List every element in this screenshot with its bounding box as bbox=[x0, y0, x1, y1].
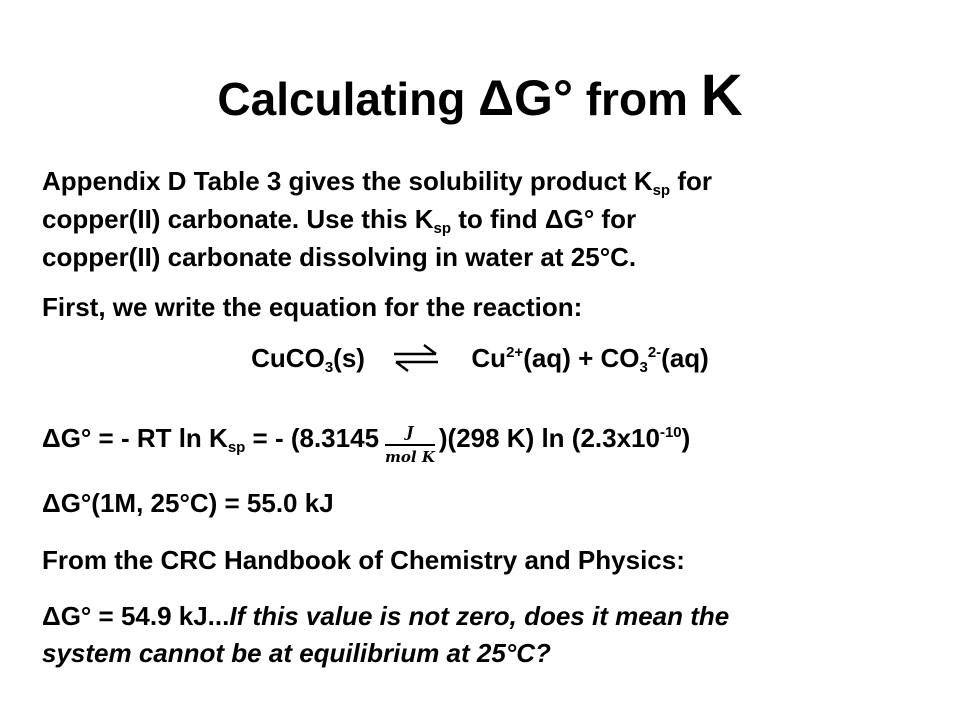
ksp-subscript: sp bbox=[652, 182, 671, 199]
final-question: If this value is not zero, does it mean the bbox=[229, 601, 730, 631]
fraction-denominator: mol K bbox=[385, 448, 435, 466]
fraction-numerator: J bbox=[385, 423, 435, 446]
slide-title bbox=[0, 63, 960, 129]
ksp-subscript: sp bbox=[433, 220, 452, 237]
delta-g-calculation bbox=[42, 421, 690, 467]
equilibrium-arrow-icon bbox=[390, 343, 442, 373]
intro-line-2 bbox=[42, 202, 636, 236]
subscript: 3 bbox=[324, 359, 334, 376]
intro-text: to find ΔG° for bbox=[451, 204, 637, 234]
intro-text: copper(II) carbonate. Use this K bbox=[42, 204, 434, 234]
product-cu: Cu bbox=[471, 343, 507, 373]
calc-text: = - (8.3145 bbox=[245, 423, 380, 453]
charge-superscript: 2+ bbox=[506, 344, 524, 361]
final-question: system cannot be at equilibrium at 25°C? bbox=[42, 638, 551, 668]
result-text: ΔG°(1M, 25°C) = 55.0 kJ bbox=[42, 488, 334, 518]
crc-text: From the CRC Handbook of Chemistry and Physics: bbox=[42, 545, 685, 575]
final-line-1 bbox=[42, 599, 729, 633]
result-line bbox=[42, 486, 334, 520]
reaction-equation bbox=[0, 341, 960, 375]
reactant-state: (s) bbox=[333, 343, 365, 373]
calc-text: ) bbox=[681, 423, 691, 453]
title-part1: Calculating bbox=[217, 73, 479, 125]
product-state: (aq) bbox=[661, 343, 709, 373]
first-line bbox=[42, 290, 582, 324]
subscript: 3 bbox=[639, 359, 648, 376]
calc-text: )(298 K) ln (2.3x10 bbox=[438, 423, 660, 453]
first-line-text: First, we write the equation for the reaction: bbox=[42, 292, 583, 322]
title-delta-g: ΔG° bbox=[478, 70, 573, 126]
intro-line-1 bbox=[42, 164, 712, 198]
unit-fraction bbox=[385, 423, 435, 467]
intro-text: Appendix D Table 3 gives the solubility product K bbox=[42, 166, 653, 196]
calc-text: ΔG° = - RT ln K bbox=[42, 423, 228, 453]
intro-text: copper(II) carbonate dissolving in water at 25°C. bbox=[42, 242, 637, 272]
title-part2: from bbox=[572, 73, 701, 125]
ksp-subscript: sp bbox=[227, 439, 246, 456]
exponent-superscript: -10 bbox=[659, 424, 682, 441]
crc-line bbox=[42, 543, 685, 577]
intro-text: for bbox=[670, 166, 712, 196]
reactant: CuCO bbox=[251, 343, 325, 373]
charge-superscript: 2- bbox=[647, 344, 662, 361]
title-k: K bbox=[700, 63, 743, 128]
final-line-2 bbox=[42, 636, 551, 670]
intro-line-3 bbox=[42, 240, 636, 274]
product-co3: (aq) + CO bbox=[523, 343, 640, 373]
final-value: ΔG° = 54.9 kJ... bbox=[42, 601, 230, 631]
